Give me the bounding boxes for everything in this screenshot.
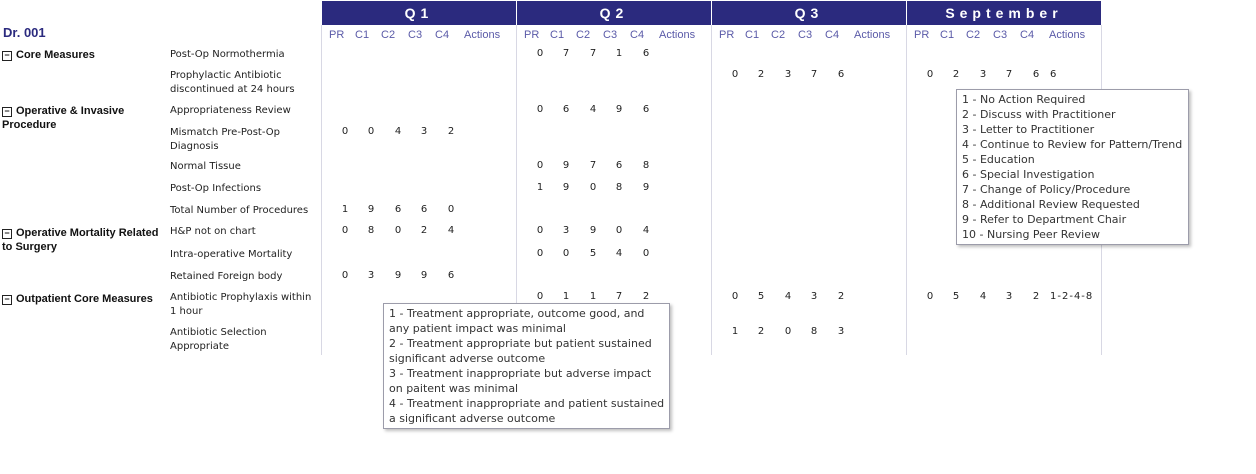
score-cell: 5 <box>589 248 597 259</box>
score-cell: 9 <box>562 182 570 193</box>
score-cell: 4 <box>394 126 402 137</box>
tooltip-line: 5 - Education <box>962 153 1035 166</box>
score-cell: 6 <box>394 204 402 215</box>
score-cell: 9 <box>562 160 570 171</box>
score-cell: 3 <box>784 69 792 80</box>
tooltip-line: 1 - Treatment appropriate, outcome good, and any patient impact was minimal <box>389 307 645 335</box>
score-cell: 5 <box>757 291 765 302</box>
score-cell: 0 <box>731 291 739 302</box>
quarter-header-2: Q3 <box>712 1 906 25</box>
score-cell: 1 <box>341 204 349 215</box>
score-cell: 2 <box>757 326 765 337</box>
score-cell: 7 <box>562 48 570 59</box>
score-cell: 1 <box>536 182 544 193</box>
score-cell: 6 <box>562 104 570 115</box>
rating-legend-tooltip <box>383 303 670 429</box>
score-column-header: C2 <box>576 29 591 41</box>
score-cell: 8 <box>615 182 623 193</box>
measure-label: Antibiotic Prophylaxis within 1 hour <box>170 292 312 317</box>
measure-label: H&P not on chart <box>170 226 256 237</box>
actions-column-header: Actions <box>464 29 501 41</box>
category-group[interactable] <box>2 104 162 132</box>
score-cell: 0 <box>394 225 402 236</box>
measure-label: Mismatch Pre-Post-Op Diagnosis <box>170 127 280 152</box>
tooltip-line: 3 - Letter to Practitioner <box>962 123 1095 136</box>
score-column-header: C3 <box>408 29 423 41</box>
score-cell: 0 <box>615 225 623 236</box>
category-group[interactable] <box>2 292 162 306</box>
score-cell: 0 <box>341 225 349 236</box>
score-cell: 0 <box>536 248 544 259</box>
collapse-icon[interactable]: − <box>2 229 12 239</box>
action-cell[interactable]: 6 <box>1050 69 1058 80</box>
score-cell: 0 <box>536 225 544 236</box>
score-cell: 0 <box>731 69 739 80</box>
score-column-header: C3 <box>603 29 618 41</box>
score-cell: 0 <box>341 126 349 137</box>
measure-label: Post-Op Normothermia <box>170 49 285 60</box>
score-cell: 1 <box>615 48 623 59</box>
tooltip-line: 2 - Discuss with Practitioner <box>962 108 1116 121</box>
score-cell: 2 <box>1032 291 1040 302</box>
score-cell: 4 <box>447 225 455 236</box>
actions-column-header: Actions <box>659 29 696 41</box>
score-cell: 3 <box>1005 291 1013 302</box>
score-cell: 8 <box>810 326 818 337</box>
category-group[interactable] <box>2 226 162 254</box>
category-label: Core Measures <box>16 49 95 61</box>
score-cell: 6 <box>615 160 623 171</box>
quarter-header-3: September <box>907 1 1101 25</box>
score-cell: 6 <box>642 104 650 115</box>
score-column-header: C1 <box>550 29 565 41</box>
column-divider <box>906 25 907 355</box>
score-column-header: C1 <box>940 29 955 41</box>
score-cell: 6 <box>1032 69 1040 80</box>
score-cell: 2 <box>757 69 765 80</box>
score-cell: 0 <box>589 182 597 193</box>
score-column-header: C4 <box>825 29 840 41</box>
measure-label: Normal Tissue <box>170 161 241 172</box>
score-column-header: PR <box>329 29 345 41</box>
score-cell: 0 <box>926 291 934 302</box>
score-column-header: PR <box>914 29 930 41</box>
score-cell: 8 <box>367 225 375 236</box>
score-cell: 0 <box>784 326 792 337</box>
score-cell: 3 <box>837 326 845 337</box>
actions-column-header: Actions <box>1049 29 1086 41</box>
tooltip-line: 9 - Refer to Department Chair <box>962 213 1127 226</box>
score-cell: 2 <box>952 69 960 80</box>
tooltip-line: 4 - Treatment inappropriate and patient sustained a significant adverse outcome <box>389 397 665 425</box>
measure-label: Intra-operative Mortality <box>170 249 293 260</box>
score-cell: 0 <box>536 48 544 59</box>
score-cell: 9 <box>367 204 375 215</box>
score-cell: 9 <box>394 270 402 281</box>
score-cell: 1 <box>562 291 570 302</box>
score-cell: 2 <box>447 126 455 137</box>
score-cell: 2 <box>642 291 650 302</box>
score-column-header: C2 <box>381 29 396 41</box>
score-cell: 5 <box>952 291 960 302</box>
tooltip-line: 2 - Treatment appropriate but patient sustained significant adverse outcome <box>389 337 652 365</box>
score-cell: 3 <box>367 270 375 281</box>
score-cell: 4 <box>615 248 623 259</box>
score-cell: 2 <box>420 225 428 236</box>
action-cell[interactable]: 1-2-4-8 <box>1050 291 1094 302</box>
score-cell: 9 <box>589 225 597 236</box>
score-cell: 4 <box>979 291 987 302</box>
column-divider <box>321 25 322 355</box>
score-cell: 0 <box>447 204 455 215</box>
category-group[interactable] <box>2 48 162 62</box>
tooltip-line: 6 - Special Investigation <box>962 168 1095 181</box>
score-cell: 0 <box>562 248 570 259</box>
collapse-icon[interactable]: − <box>2 51 12 61</box>
score-cell: 0 <box>341 270 349 281</box>
actions-column-header: Actions <box>854 29 891 41</box>
score-cell: 9 <box>420 270 428 281</box>
score-cell: 0 <box>642 248 650 259</box>
doctor-label: Dr. 001 <box>3 25 46 40</box>
score-cell: 0 <box>536 104 544 115</box>
measure-label: Post-Op Infections <box>170 183 262 194</box>
score-cell: 7 <box>615 291 623 302</box>
score-cell: 0 <box>536 291 544 302</box>
measure-label: Antibiotic Selection Appropriate <box>170 327 267 352</box>
collapse-icon[interactable]: − <box>2 295 12 305</box>
score-cell: 6 <box>447 270 455 281</box>
category-label: Operative Mortality Related to Surgery <box>2 227 159 253</box>
score-cell: 3 <box>810 291 818 302</box>
score-cell: 1 <box>731 326 739 337</box>
collapse-icon[interactable]: − <box>2 107 12 117</box>
tooltip-line: 4 - Continue to Review for Pattern/Trend <box>962 138 1183 151</box>
score-cell: 6 <box>420 204 428 215</box>
score-cell: 3 <box>979 69 987 80</box>
measure-label: Prophylactic Antibiotic discontinued at 24 hours <box>170 70 295 95</box>
score-cell: 4 <box>642 225 650 236</box>
score-cell: 6 <box>837 69 845 80</box>
quarter-header-0: Q1 <box>322 1 516 25</box>
score-column-header: C1 <box>355 29 370 41</box>
score-cell: 7 <box>810 69 818 80</box>
score-column-header: C3 <box>798 29 813 41</box>
score-cell: 0 <box>536 160 544 171</box>
measure-label: Total Number of Procedures <box>170 205 309 216</box>
score-cell: 0 <box>926 69 934 80</box>
score-cell: 7 <box>1005 69 1013 80</box>
score-cell: 9 <box>615 104 623 115</box>
category-label: Outpatient Core Measures <box>16 293 153 305</box>
tooltip-line: 7 - Change of Policy/Procedure <box>962 183 1131 196</box>
score-cell: 0 <box>367 126 375 137</box>
actions-legend-tooltip <box>956 89 1189 245</box>
score-cell: 9 <box>642 182 650 193</box>
score-cell: 3 <box>420 126 428 137</box>
category-label: Operative & Invasive Procedure <box>2 105 125 131</box>
score-cell: 3 <box>562 225 570 236</box>
score-cell: 1 <box>589 291 597 302</box>
score-column-header: PR <box>524 29 540 41</box>
measure-label: Retained Foreign body <box>170 271 283 282</box>
score-column-header: C4 <box>1020 29 1035 41</box>
tooltip-line: 1 - No Action Required <box>962 93 1086 106</box>
score-column-header: C4 <box>435 29 450 41</box>
score-column-header: C3 <box>993 29 1008 41</box>
score-cell: 6 <box>642 48 650 59</box>
score-cell: 4 <box>784 291 792 302</box>
measure-label: Appropriateness Review <box>170 105 291 116</box>
score-cell: 4 <box>589 104 597 115</box>
score-cell: 7 <box>589 160 597 171</box>
tooltip-line: 10 - Nursing Peer Review <box>962 228 1100 241</box>
score-cell: 7 <box>589 48 597 59</box>
score-cell: 2 <box>837 291 845 302</box>
tooltip-line: 8 - Additional Review Requested <box>962 198 1140 211</box>
score-column-header: C4 <box>630 29 645 41</box>
score-column-header: C1 <box>745 29 760 41</box>
score-column-header: C2 <box>966 29 981 41</box>
score-column-header: C2 <box>771 29 786 41</box>
score-column-header: PR <box>719 29 735 41</box>
column-divider <box>711 25 712 355</box>
score-cell: 8 <box>642 160 650 171</box>
quarter-header-1: Q2 <box>517 1 711 25</box>
tooltip-line: 3 - Treatment inappropriate but adverse impact on paitent was minimal <box>389 367 652 395</box>
